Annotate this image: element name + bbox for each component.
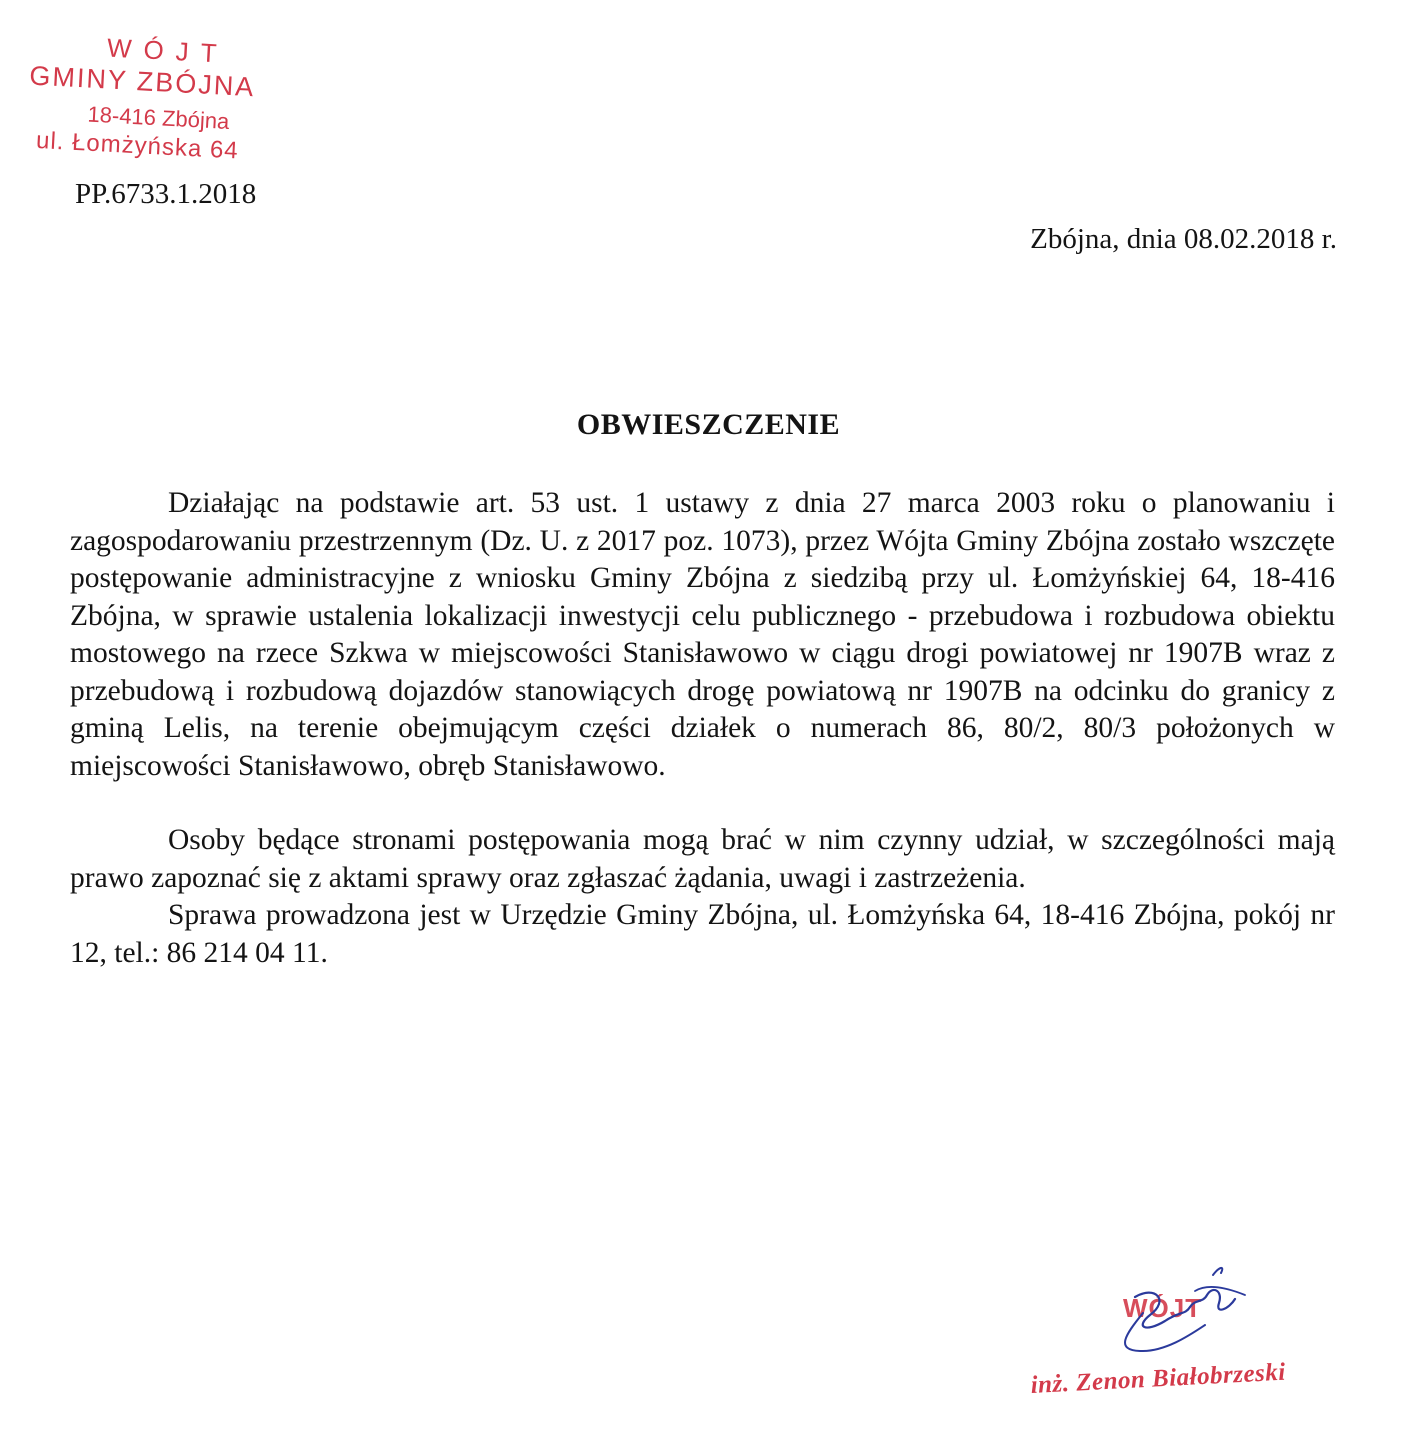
stamp-line-2: GMINY ZBÓJNA (28, 60, 257, 103)
paragraph-1: Działając na podstawie art. 53 ust. 1 ustawy z dnia 27 marca 2003 roku o planowaniu i zagospodarowaniu przestrzennym (Dz. U. z 2017 poz. 1073), przez Wójta Gminy Zbójna zostało wszczęte postępowanie administracyjne z wniosku Gminy Zbójna z siedzibą przy ul. Łomżyńskiej 64, 18-416 Zbójna, w sprawie ustalenia lokalizacji inwestycji celu publicznego - przebudowa i rozbudowa obiektu mostowego na rzece Szkwa w miejscowości Stanisławowo w ciągu drogi powiatowej nr 1907B wraz z przebudową i rozbudową dojazdów stanowiących drogę powiatową nr 1907B na odcinku do granicy z gminą Lelis, na terenie obejmującym części działek o numerach 86, 80/2, 80/3 położonych w miejscowości Stanisławowo, obręb Stanisławowo. (70, 487, 1335, 782)
stamp-line-1: WÓJT (106, 32, 230, 69)
office-stamp (15, 28, 322, 184)
document-title: OBWIESZCZENIE (576, 408, 841, 441)
reference-number: PP.6733.1.2018 (75, 178, 257, 210)
paragraph-3: Sprawa prowadzona jest w Urzędzie Gminy Zbójna, ul. Łomżyńska 64, 18-416 Zbójna, pokój nr 12, tel.: 86 214 04 11. (70, 899, 1335, 969)
signature-stamp-text: WÓJT (1123, 1293, 1203, 1323)
date-line: Zbójna, dnia 08.02.2018 r. (1030, 223, 1337, 255)
signer-name: inż. Zenon Białobrzeski (1030, 1358, 1287, 1399)
stamp-line-3: 18-416 Zbójna (86, 101, 230, 134)
paragraph-2: Osoby będące stronami postępowania mogą brać w nim czynny udział, w szczególności mają prawo zapoznać się z aktami sprawy oraz zgłaszać żądania, uwagi i zastrzeżenia. (70, 824, 1335, 894)
document-body (70, 485, 1335, 972)
stamp-line-4: ul. Łomżyńska 64 (35, 126, 240, 165)
